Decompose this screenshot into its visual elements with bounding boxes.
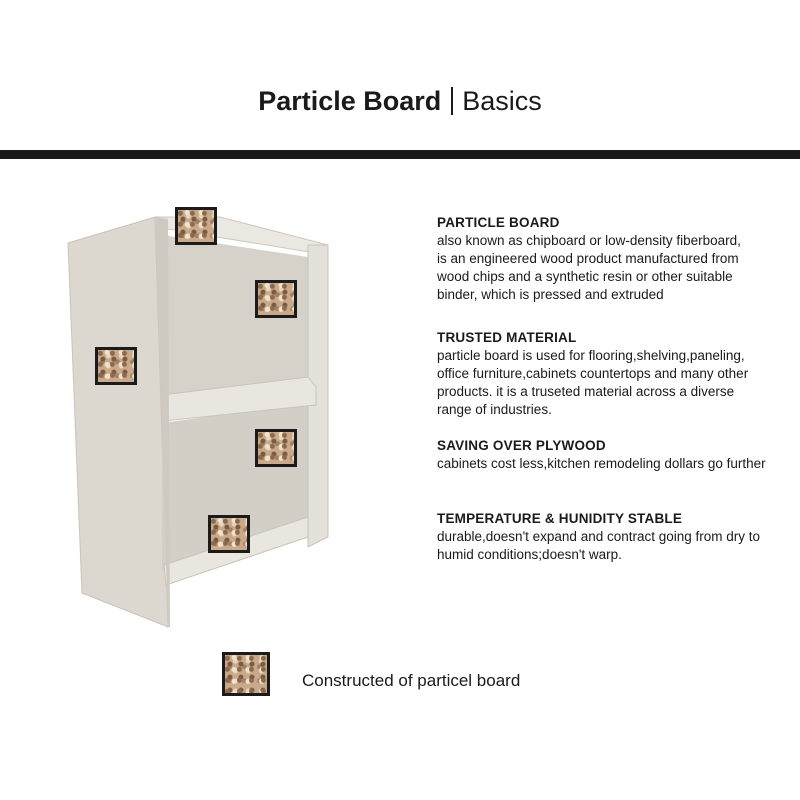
cabinet-upper-interior (162, 235, 308, 401)
page-title-primary: Particle Board (258, 86, 442, 116)
particle-board-swatch-top (175, 207, 217, 245)
section-body: durable,doesn't expand and contract going from dry to humid conditions;doesn't warp. (437, 529, 761, 562)
section-heading: SAVING OVER PLYWOOD (437, 438, 606, 453)
section-trusted-material (437, 329, 787, 419)
particle-board-swatch-lower-back (255, 429, 297, 467)
section-temperature-humidity (437, 510, 787, 564)
cabinet-drawing (60, 205, 340, 635)
section-body: cabinets cost less,kitchen remodeling dollars go further (437, 456, 766, 471)
legend-swatch (222, 652, 270, 696)
particle-board-swatch-bottom (208, 515, 250, 553)
particle-board-swatch-side (95, 347, 137, 385)
particle-board-swatch-upper-back (255, 280, 297, 318)
header-rule (0, 150, 800, 159)
cabinet-illustration (60, 205, 340, 635)
section-heading: PARTICLE BOARD (437, 215, 560, 230)
cabinet-side-panel (68, 217, 168, 627)
section-body: also known as chipboard or low-density fiberboard, is an engineered wood product manufactured from wood chips and a synthetic resin or other suitable binder, which is pressed and extruded (437, 233, 741, 302)
section-heading: TEMPERATURE & HUNIDITY STABLE (437, 511, 683, 526)
section-particle-board (437, 214, 787, 304)
section-body: particle board is used for flooring,shelving,paneling, office furniture,cabinets countertops and many other products. it is a truseted material across a diverse range of industries. (437, 348, 749, 417)
legend-label: Constructed of particel board (302, 671, 521, 690)
title-divider (451, 87, 453, 115)
page-title (0, 84, 800, 118)
section-heading: TRUSTED MATERIAL (437, 330, 577, 345)
page-title-secondary: Basics (462, 86, 542, 116)
section-saving-over-plywood (437, 437, 787, 473)
